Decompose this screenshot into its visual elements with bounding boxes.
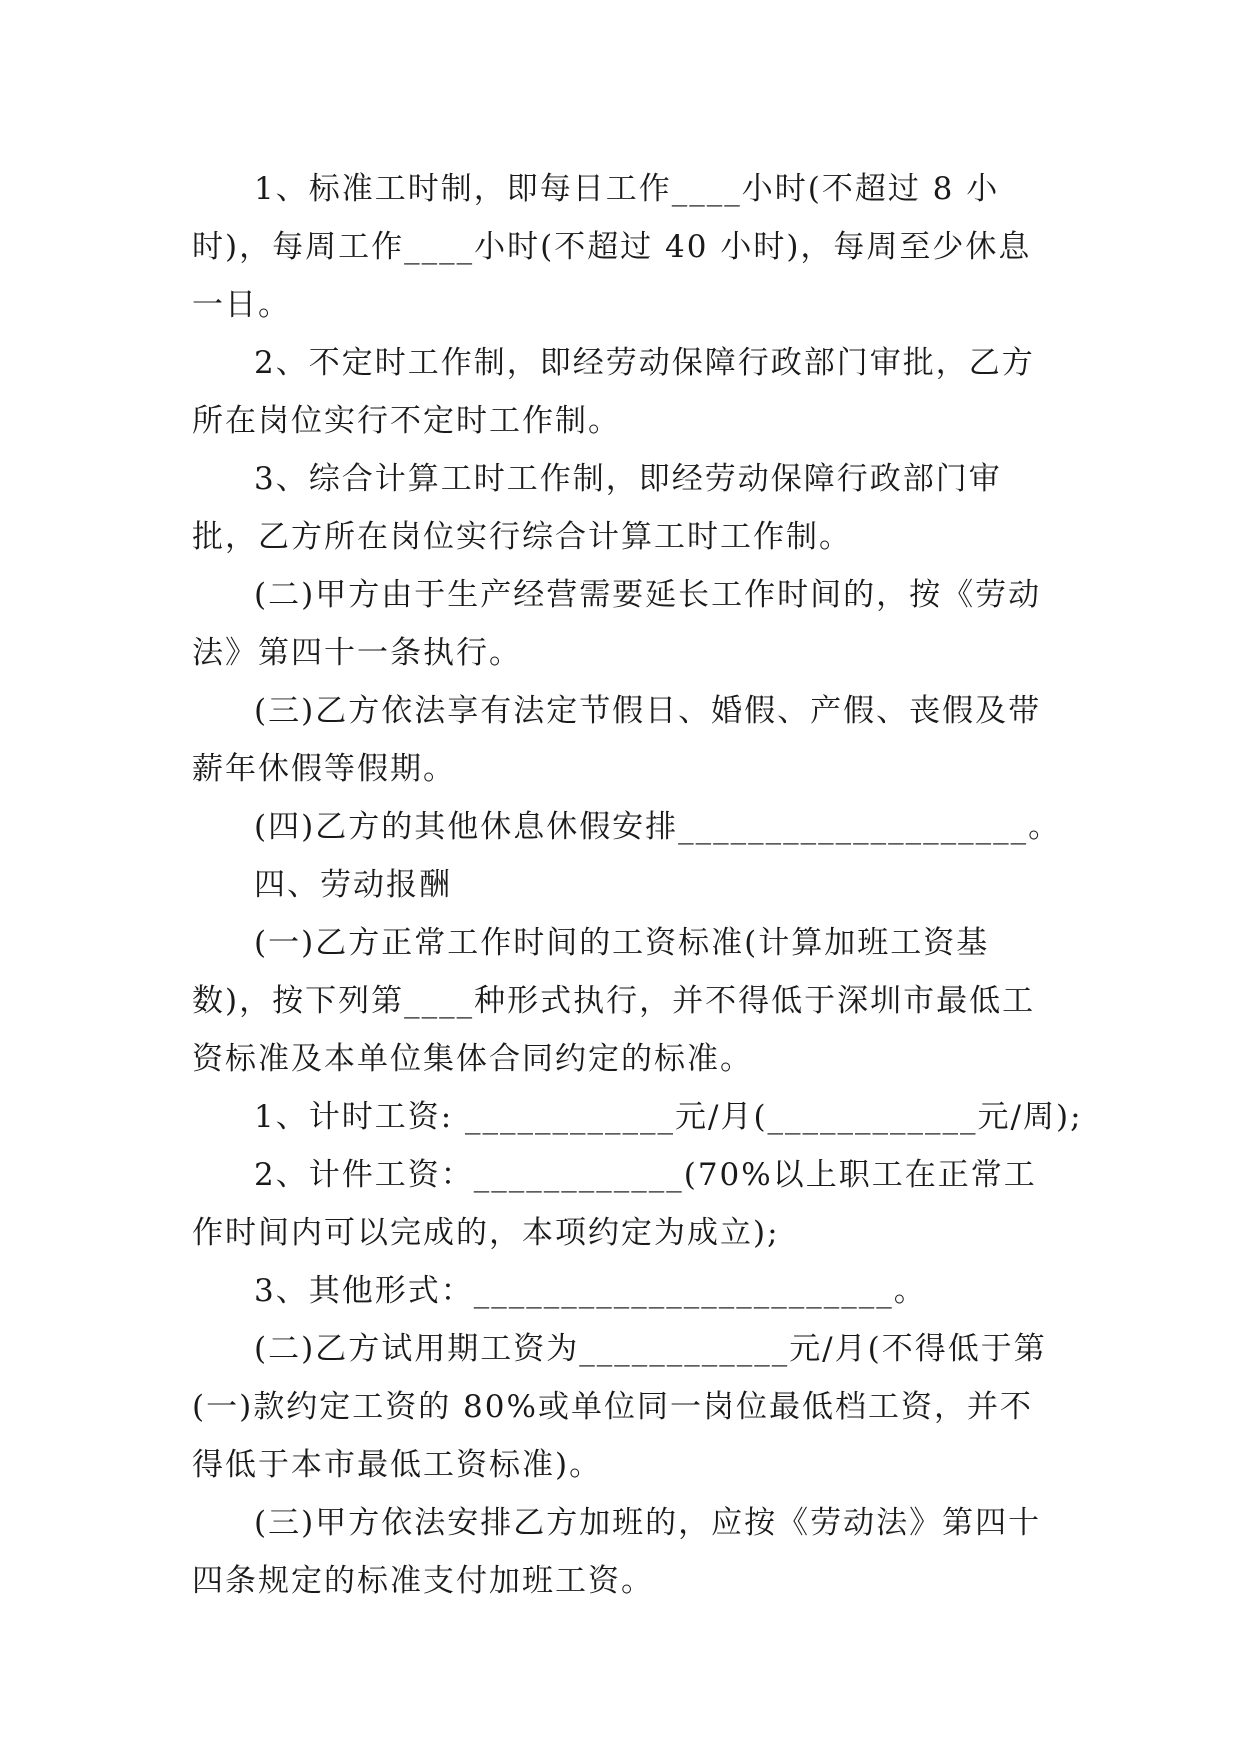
clause-standard-hours: 1、标准工时制，即每日工作____小时(不超过 8 小时)，每周工作____小时(不超过 40 小时)，每周至少休息一日。 <box>192 171 1032 323</box>
clause-overtime-extension: (二)甲方由于生产经营需要延长工作时间的，按《劳动法》第四十一条执行。 <box>192 577 1042 671</box>
clause-overtime-pay: (三)甲方依法安排乙方加班的，应按《劳动法》第四十四条规定的标准支付加班工资。 <box>192 1505 1042 1599</box>
document-body <box>192 160 1083 1610</box>
section-heading-remuneration: 四、劳动报酬 <box>254 867 452 903</box>
clause-other-wage-form: 3、其他形式：________________________。 <box>254 1273 927 1309</box>
clause-flexible-hours: 2、不定时工作制，即经劳动保障行政部门审批，乙方所在岗位实行不定时工作制。 <box>192 345 1035 439</box>
clause-piece-wage: 2、计件工资：____________(70%以上职工在正常工作时间内可以完成的，本项约定为成立); <box>192 1157 1037 1251</box>
clause-probation-wage: (二)乙方试用期工资为____________元/月(不得低于第(一)款约定工资的 80%或单位同一岗位最低档工资，并不得低于本市最低工资标准)。 <box>192 1331 1047 1483</box>
clause-time-wage: 1、计时工资: ____________元/月(____________元/周); <box>254 1099 1083 1135</box>
clause-statutory-leave: (三)乙方依法享有法定节假日、婚假、产假、丧假及带薪年休假等假期。 <box>192 693 1042 787</box>
clause-other-leave: (四)乙方的其他休息休假安排____________________。 <box>254 809 1062 845</box>
clause-comprehensive-hours: 3、综合计算工时工作制，即经劳动保障行政部门审批，乙方所在岗位实行综合计算工时工作制。 <box>192 461 1002 555</box>
clause-wage-standard: (一)乙方正常工作时间的工资标准(计算加班工资基数)，按下列第____种形式执行，并不得低于深圳市最低工资标准及本单位集体合同约定的标准。 <box>192 925 1036 1077</box>
